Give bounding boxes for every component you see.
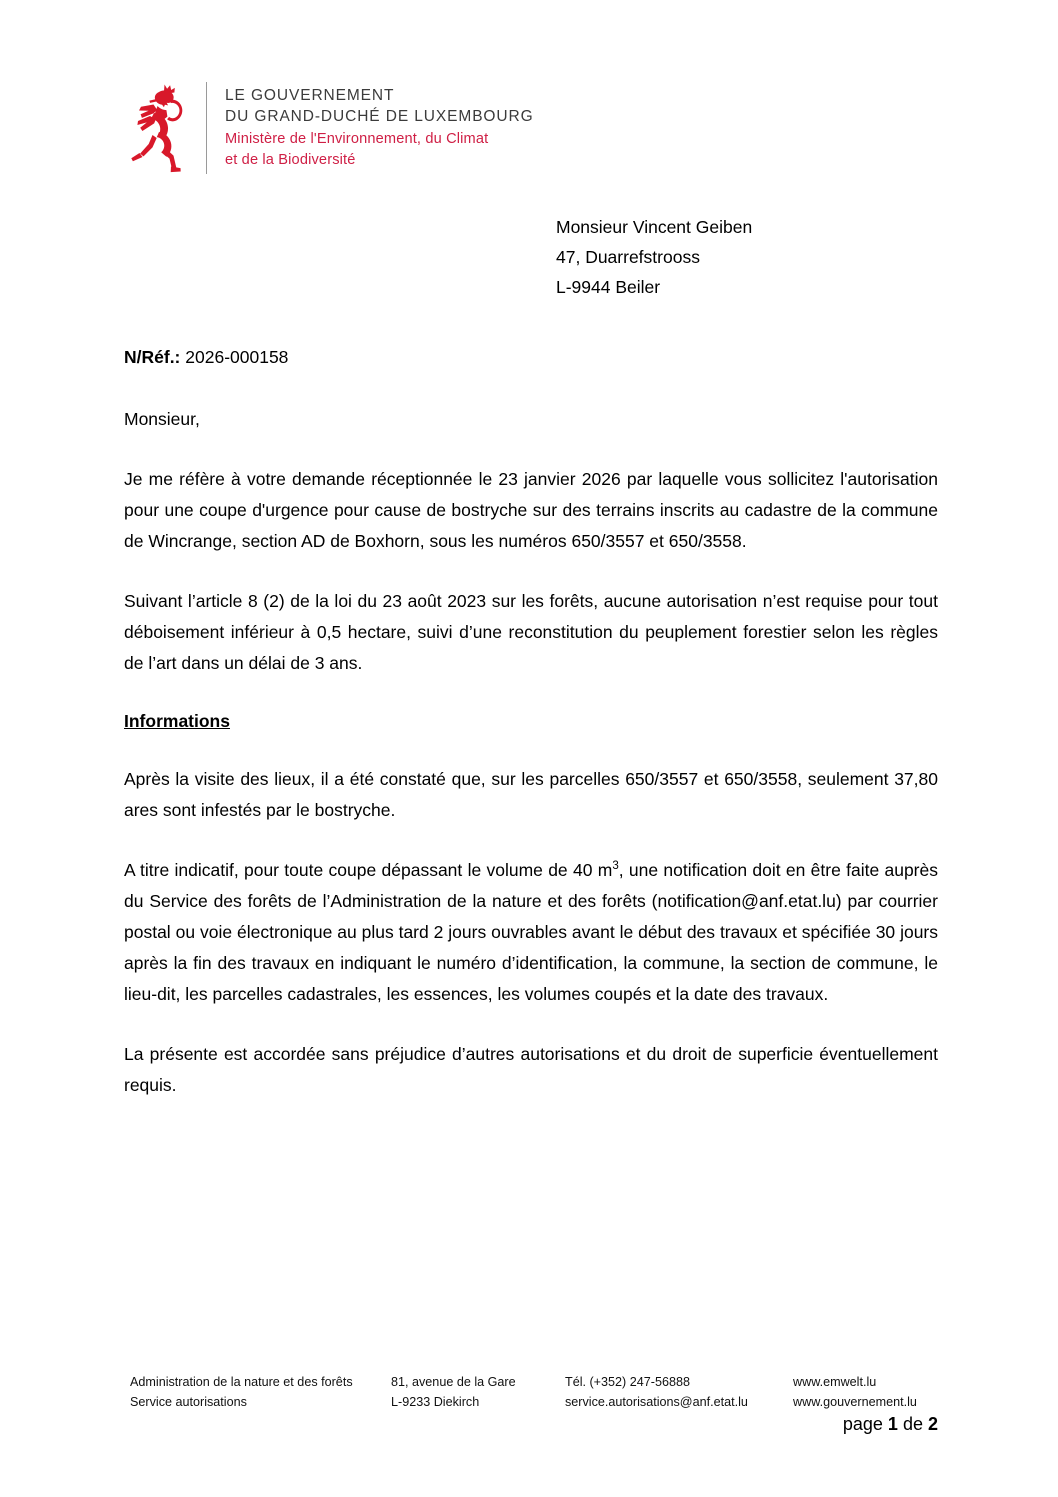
footer-website-gouvernement[interactable]: www.gouvernement.lu: [793, 1395, 917, 1409]
recipient-address: [556, 212, 752, 302]
ministry-line-2: et de la Biodiversité: [225, 151, 356, 168]
footer-column-department: [130, 1372, 391, 1412]
footer-website-emwelt[interactable]: www.emwelt.lu: [793, 1375, 877, 1389]
letterhead-text: [225, 80, 534, 170]
paragraph-legal-basis: Suivant l’article 8 (2) de la loi du 23 août 2023 sur les forêts, aucune autorisation n’est requise pour tout déboisement inférieur à 0,5 hectare, suivi d’une reconstitution du peuplement forestier selon les règles de l’art dans un délai de 3 ans.: [124, 591, 938, 673]
reference-line: [124, 344, 938, 370]
notification-text-before-superscript: A titre indicatif, pour toute coupe dépassant le volume de 40 m: [124, 860, 613, 880]
ministry-line-1: Ministère de l'Environnement, du Climat: [225, 131, 489, 147]
footer-city: L-9233 Diekirch: [391, 1395, 480, 1409]
letter-body: [124, 344, 938, 1101]
page-number-current: 1: [887, 1414, 898, 1434]
paragraph-notification-requirements: [124, 855, 938, 1010]
footer-column-contact: [565, 1372, 793, 1412]
salutation: Monsieur,: [124, 409, 200, 429]
paragraph-site-visit-findings: Après la visite des lieux, il a été constaté que, sur les parcelles 650/3557 et 650/3558, seulement 37,80 ares sont infestés par le bostryche.: [124, 769, 938, 820]
page-number-prefix: page: [842, 1414, 883, 1434]
footer-street: 81, avenue de la Gare: [391, 1375, 516, 1389]
paragraph-reference-to-request: Je me réfère à votre demande réceptionnée le 23 janvier 2026 par laquelle vous sollicitez l'autorisation pour une coupe d'urgence pour cause de bostryche sur des terrains inscrits au cadastre de la commune de Wincrange, section AD de Boxhorn, sous les numéros 650/3557 et 650/3558.: [124, 469, 938, 551]
luxembourg-lion-rampant-icon: [126, 80, 192, 176]
recipient-name: Monsieur Vincent Geiben: [556, 217, 753, 237]
government-line-2: DU GRAND-DUCHÉ DE LUXEMBOURG: [225, 108, 534, 125]
page-footer: [130, 1372, 938, 1412]
section-heading-informations: Informations: [124, 711, 230, 731]
government-line-1: LE GOUVERNEMENT: [225, 87, 395, 104]
page-number-separator: de: [902, 1414, 923, 1434]
cubic-metre-superscript: 3: [612, 860, 619, 873]
recipient-city: L-9944 Beiler: [556, 277, 661, 297]
paragraph-without-prejudice: La présente est accordée sans préjudice d’autres autorisations et du droit de superficie éventuellement requis.: [124, 1044, 938, 1095]
recipient-street: 47, Duarrefstrooss: [556, 247, 700, 267]
footer-column-address: [391, 1372, 565, 1412]
page-number-total: 2: [927, 1414, 938, 1434]
footer-service-name: Service autorisations: [130, 1395, 247, 1409]
footer-column-websites: [793, 1372, 938, 1412]
reference-value: 2026-000158: [185, 347, 289, 367]
footer-email[interactable]: service.autorisations@anf.etat.lu: [565, 1395, 748, 1409]
notification-text-after-superscript: , une notification doit en être faite auprès du Service des forêts de l’Administration de la nature et des forêts (notification@anf.etat.lu) par courrier postal ou voie électronique au plus tard 2 jours ouvrables avant le début des travaux et spécifiée 30 jours après la fin des travaux en indiquant le numéro d’identification, la commune, la section de commune, le lieu-dit, les parcelles cadastrales, les essences, les volumes coupés et la date des travaux.: [124, 860, 938, 1004]
footer-administration-name: Administration de la nature et des forêts: [130, 1375, 353, 1389]
footer-phone: Tél. (+352) 247-56888: [565, 1375, 690, 1389]
letterhead: [126, 80, 534, 176]
letterhead-divider: [206, 82, 207, 174]
page-number: [843, 1411, 938, 1437]
reference-label: N/Réf.:: [124, 347, 181, 367]
